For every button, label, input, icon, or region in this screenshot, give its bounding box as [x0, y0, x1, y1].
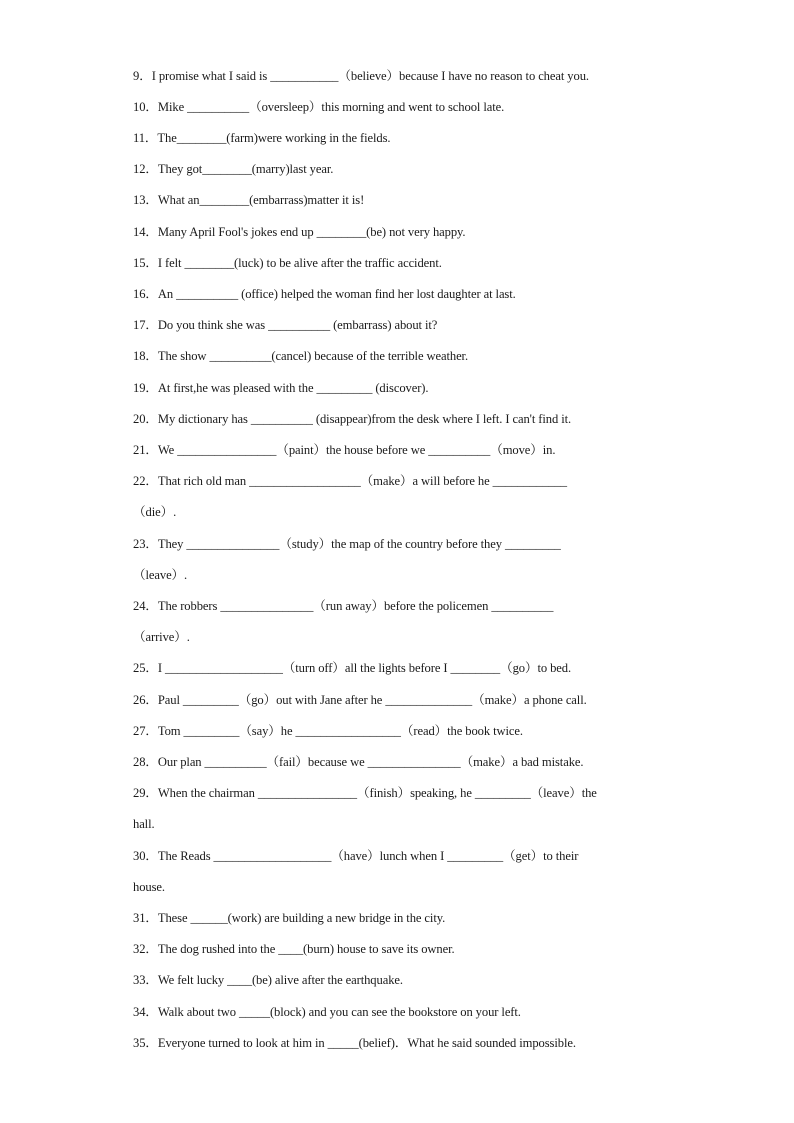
question-13: 13．What an________(embarrass)matter it is! [133, 193, 365, 207]
question-29-continued: hall. [133, 817, 155, 831]
question-20: 20．My dictionary has __________ (disappear)from the desk where I left. I can't find it. [133, 412, 572, 426]
question-35: 35．Everyone turned to look at him in _____(belief)．What he said sounded impossible. [133, 1036, 576, 1050]
question-27: 27．Tom _________（say）he _________________（read）the book twice. [133, 724, 523, 738]
question-24: 24．The robbers _______________（run away）before the policemen __________ [133, 599, 554, 613]
question-18: 18．The show __________(cancel) because of the terrible weather. [133, 349, 469, 363]
question-28: 28．Our plan __________（fail）because we _______________（make）a bad mistake. [133, 755, 584, 769]
question-16: 16．An __________ (office) helped the woman find her lost daughter at last. [133, 287, 516, 301]
question-9: 9．I promise what I said is ___________（believe）because I have no reason to cheat you. [133, 69, 589, 83]
question-11: 11．The________(farm)were working in the fields. [133, 131, 391, 145]
question-32: 32．The dog rushed into the ____(burn) house to save its owner. [133, 942, 455, 956]
question-23-continued: （leave）. [133, 568, 188, 582]
question-29: 29．When the chairman ________________（finish）speaking, he _________（leave）the [133, 786, 597, 800]
question-23: 23．They _______________（study）the map of the country before they _________ [133, 537, 561, 551]
question-22: 22．That rich old man __________________（make）a will before he ____________ [133, 474, 568, 488]
question-15: 15．I felt ________(luck) to be alive after the traffic accident. [133, 256, 442, 270]
question-10: 10．Mike __________（oversleep）this morning and went to school late. [133, 100, 505, 114]
question-30-continued: house. [133, 880, 165, 894]
question-24-continued: （arrive）. [133, 630, 190, 644]
question-12: 12．They got________(marry)last year. [133, 162, 334, 176]
question-14: 14．Many April Fool's jokes end up ________(be) not very happy. [133, 225, 466, 239]
question-26: 26．Paul _________（go）out with Jane after he ______________（make）a phone call. [133, 693, 587, 707]
question-31: 31．These ______(work) are building a new bridge in the city. [133, 911, 446, 925]
question-17: 17．Do you think she was __________ (embarrass) about it? [133, 318, 438, 332]
question-30: 30．The Reads ___________________（have）lunch when I _________（get）to their [133, 849, 579, 863]
question-33: 33．We felt lucky ____(be) alive after the earthquake. [133, 973, 403, 987]
question-34: 34．Walk about two _____(block) and you can see the bookstore on your left. [133, 1005, 521, 1019]
question-19: 19．At first,he was pleased with the _________ (discover). [133, 381, 429, 395]
question-21: 21．We ________________（paint）the house before we __________（move）in. [133, 443, 556, 457]
question-25: 25．I ___________________（turn off）all the lights before I ________（go）to bed. [133, 661, 572, 675]
question-22-continued: （die）. [133, 505, 177, 519]
